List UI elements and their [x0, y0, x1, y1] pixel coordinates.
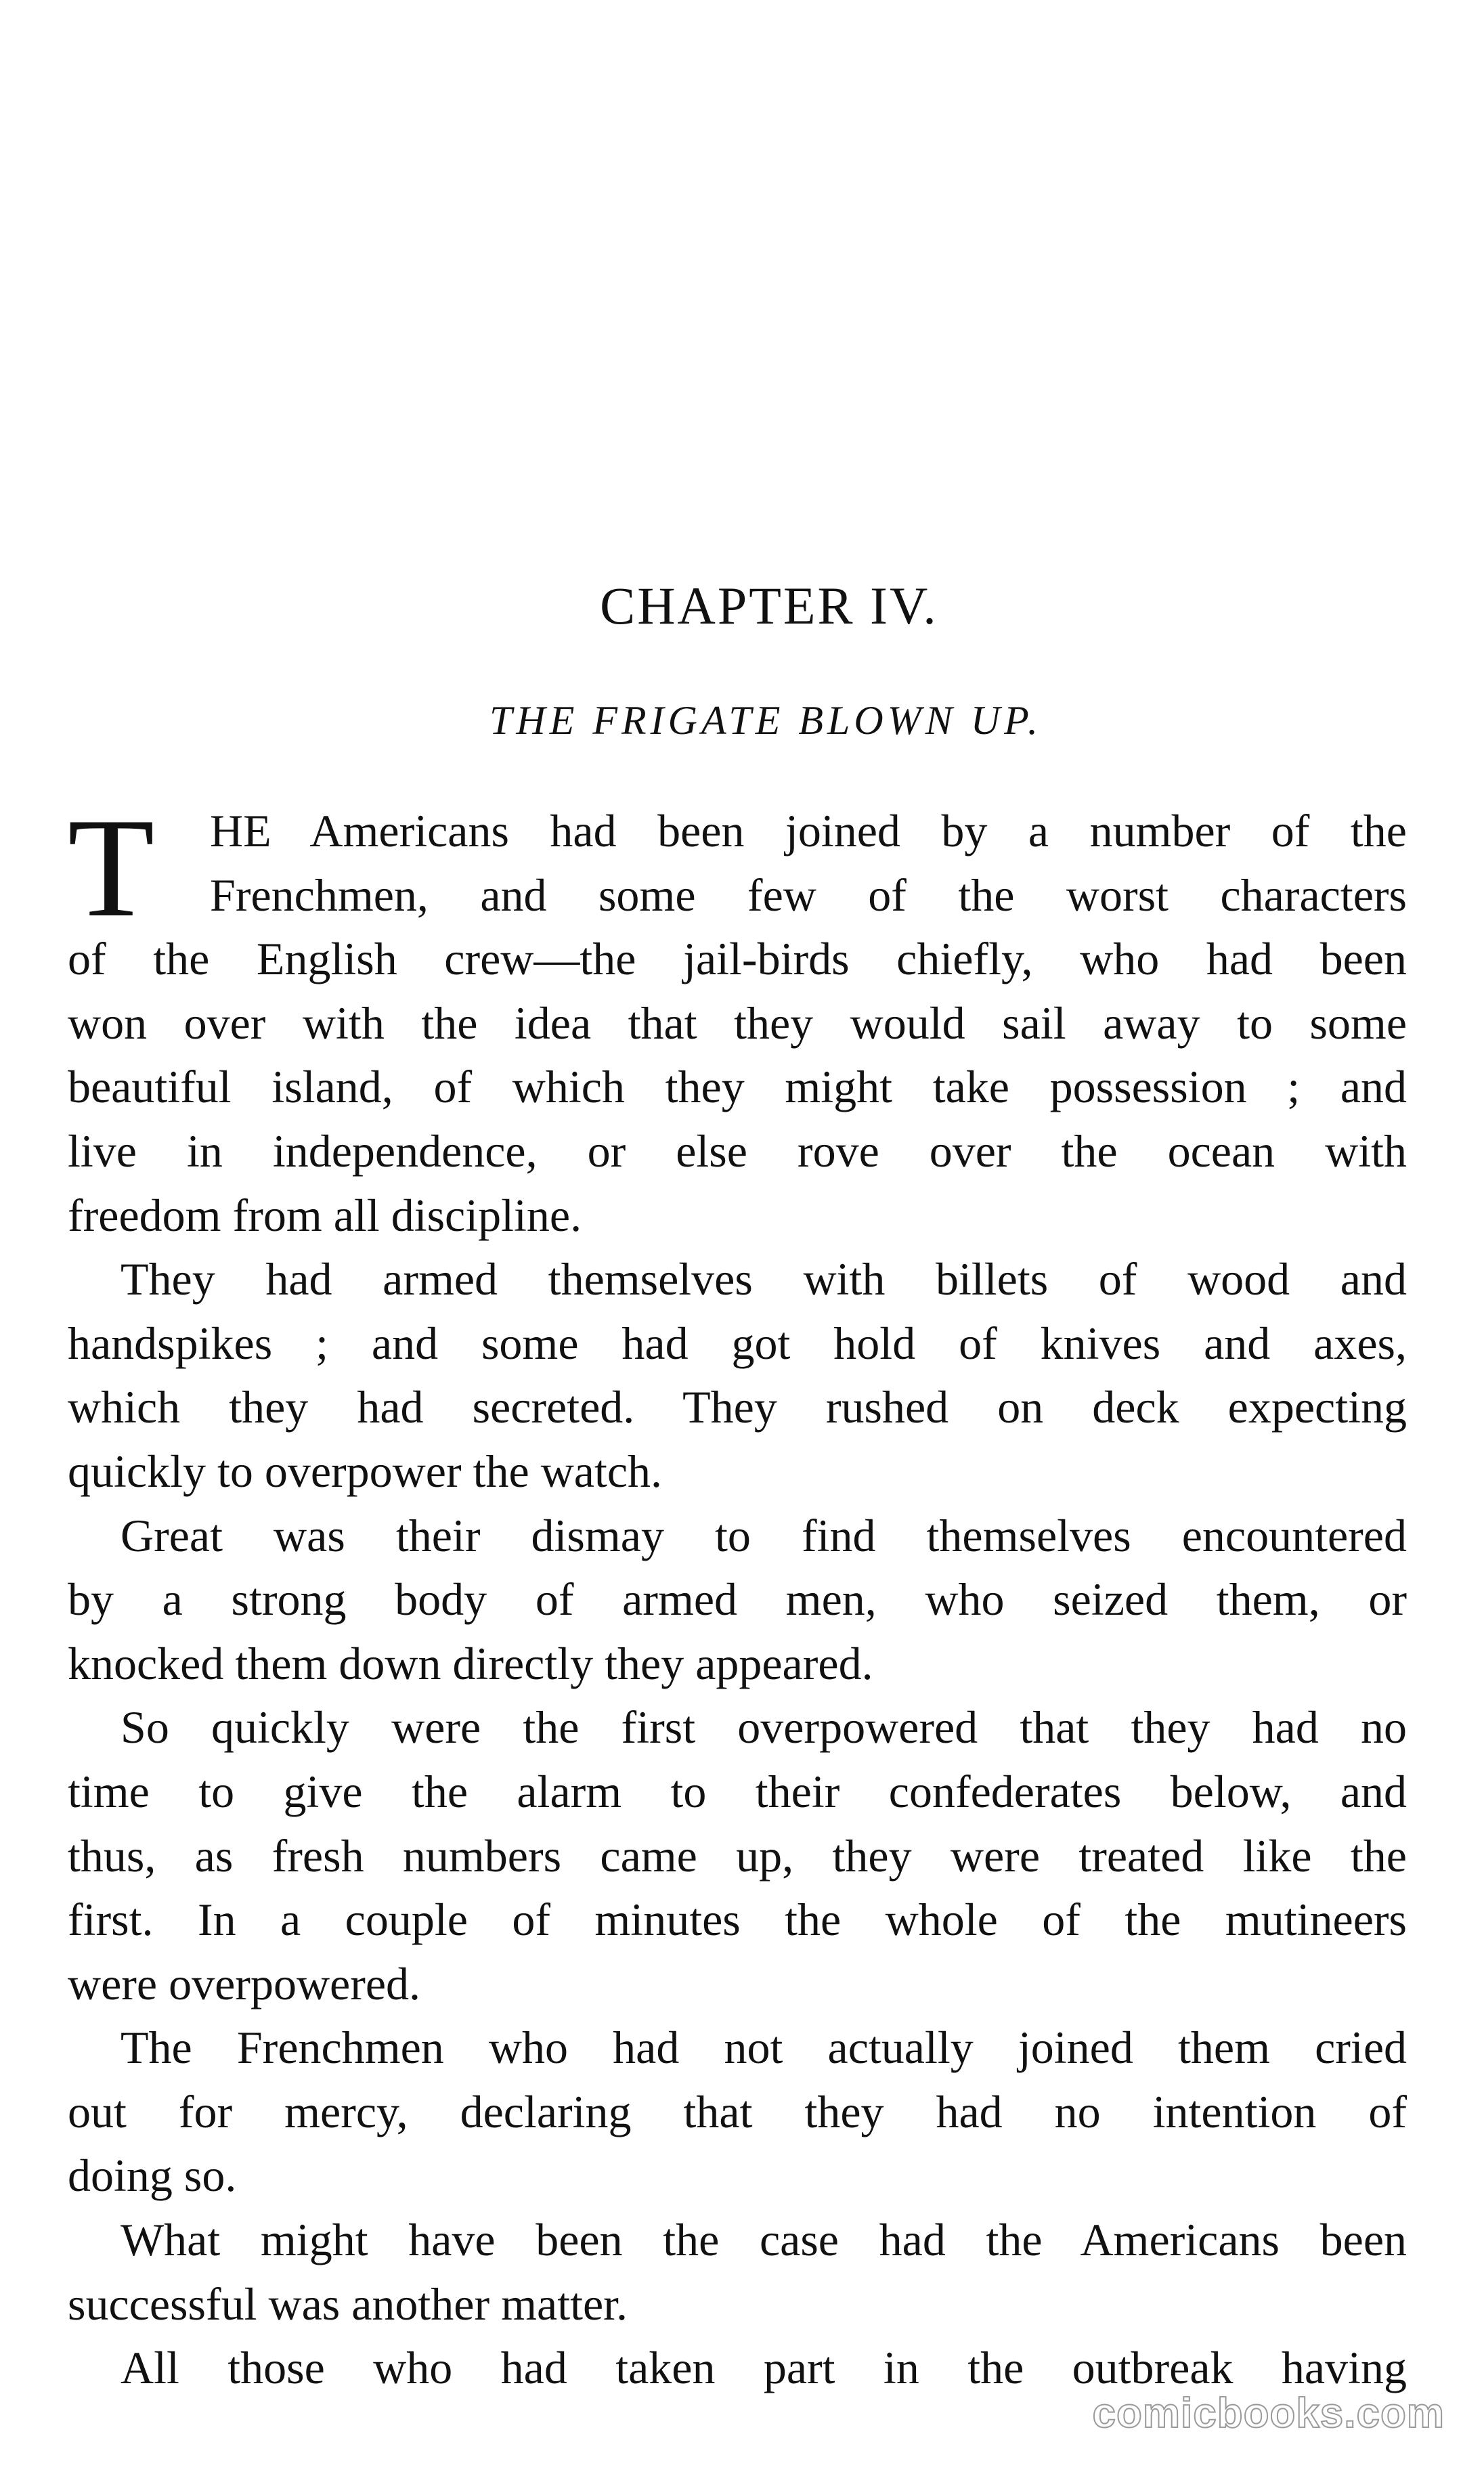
text-line: knocked them down directly they appeared.: [68, 1637, 873, 1689]
text-line: They had armed themselves with billets of wood and: [121, 1253, 1407, 1305]
paragraph-6: [68, 2208, 1407, 2336]
paragraph-2: [68, 1247, 1407, 1503]
text-line: won over with the idea that they would sail away to some: [68, 997, 1407, 1049]
drop-cap: T: [68, 789, 155, 947]
text-line: HE Americans had been joined by a number of the: [210, 805, 1407, 856]
text-line: which they had secreted. They rushed on deck expecting: [68, 1381, 1407, 1433]
text-line: handspikes ; and some had got hold of knives and axes,: [68, 1317, 1407, 1369]
text-line: were overpowered.: [68, 1957, 421, 2009]
text-line: What might have been the case had the Americans been: [121, 2214, 1407, 2266]
text-line: by a strong body of armed men, who seized them, or: [68, 1573, 1407, 1626]
text-line: live in independence, or else rove over the ocean with: [68, 1125, 1407, 1177]
text-line: doing so.: [68, 2150, 237, 2202]
text-line: quickly to overpower the watch.: [68, 1445, 663, 1497]
text-line: freedom from all discipline.: [68, 1189, 582, 1241]
chapter-subtitle: THE FRIGATE BLOWN UP.: [489, 698, 1042, 743]
text-line: time to give the alarm to their confederates below, and: [68, 1765, 1407, 1817]
chapter-heading: CHAPTER IV.: [600, 576, 938, 635]
watermark: comicbooks.com: [1092, 2390, 1445, 2437]
text-line: All those who had taken part in the outbreak having: [121, 2342, 1407, 2394]
text-line: So quickly were the first overpowered that they had no: [121, 1701, 1407, 1754]
text-line: of the English crew—the jail-birds chiefly, who had been: [68, 933, 1407, 985]
text-line: Frenchmen, and some few of the worst characters: [210, 869, 1407, 921]
text-line: successful was another matter.: [68, 2278, 628, 2330]
text-line: thus, as fresh numbers came up, they were treated like the: [68, 1829, 1407, 1882]
text-line: beautiful island, of which they might take possession ; and: [68, 1061, 1407, 1113]
text-line: Great was their dismay to find themselves encountered: [121, 1509, 1407, 1561]
paragraph-4: [68, 1695, 1407, 2016]
text-line: out for mercy, declaring that they had no intention of: [68, 2085, 1407, 2137]
paragraph-3: [68, 1504, 1407, 1696]
text-line: first. In a couple of minutes the whole of the mutineers: [68, 1894, 1407, 1946]
text-line: The Frenchmen who had not actually joined them cried: [121, 2022, 1407, 2074]
body-text: [68, 789, 1407, 2400]
paragraph-5: [68, 2016, 1407, 2208]
paragraph-1: [68, 789, 1407, 1247]
